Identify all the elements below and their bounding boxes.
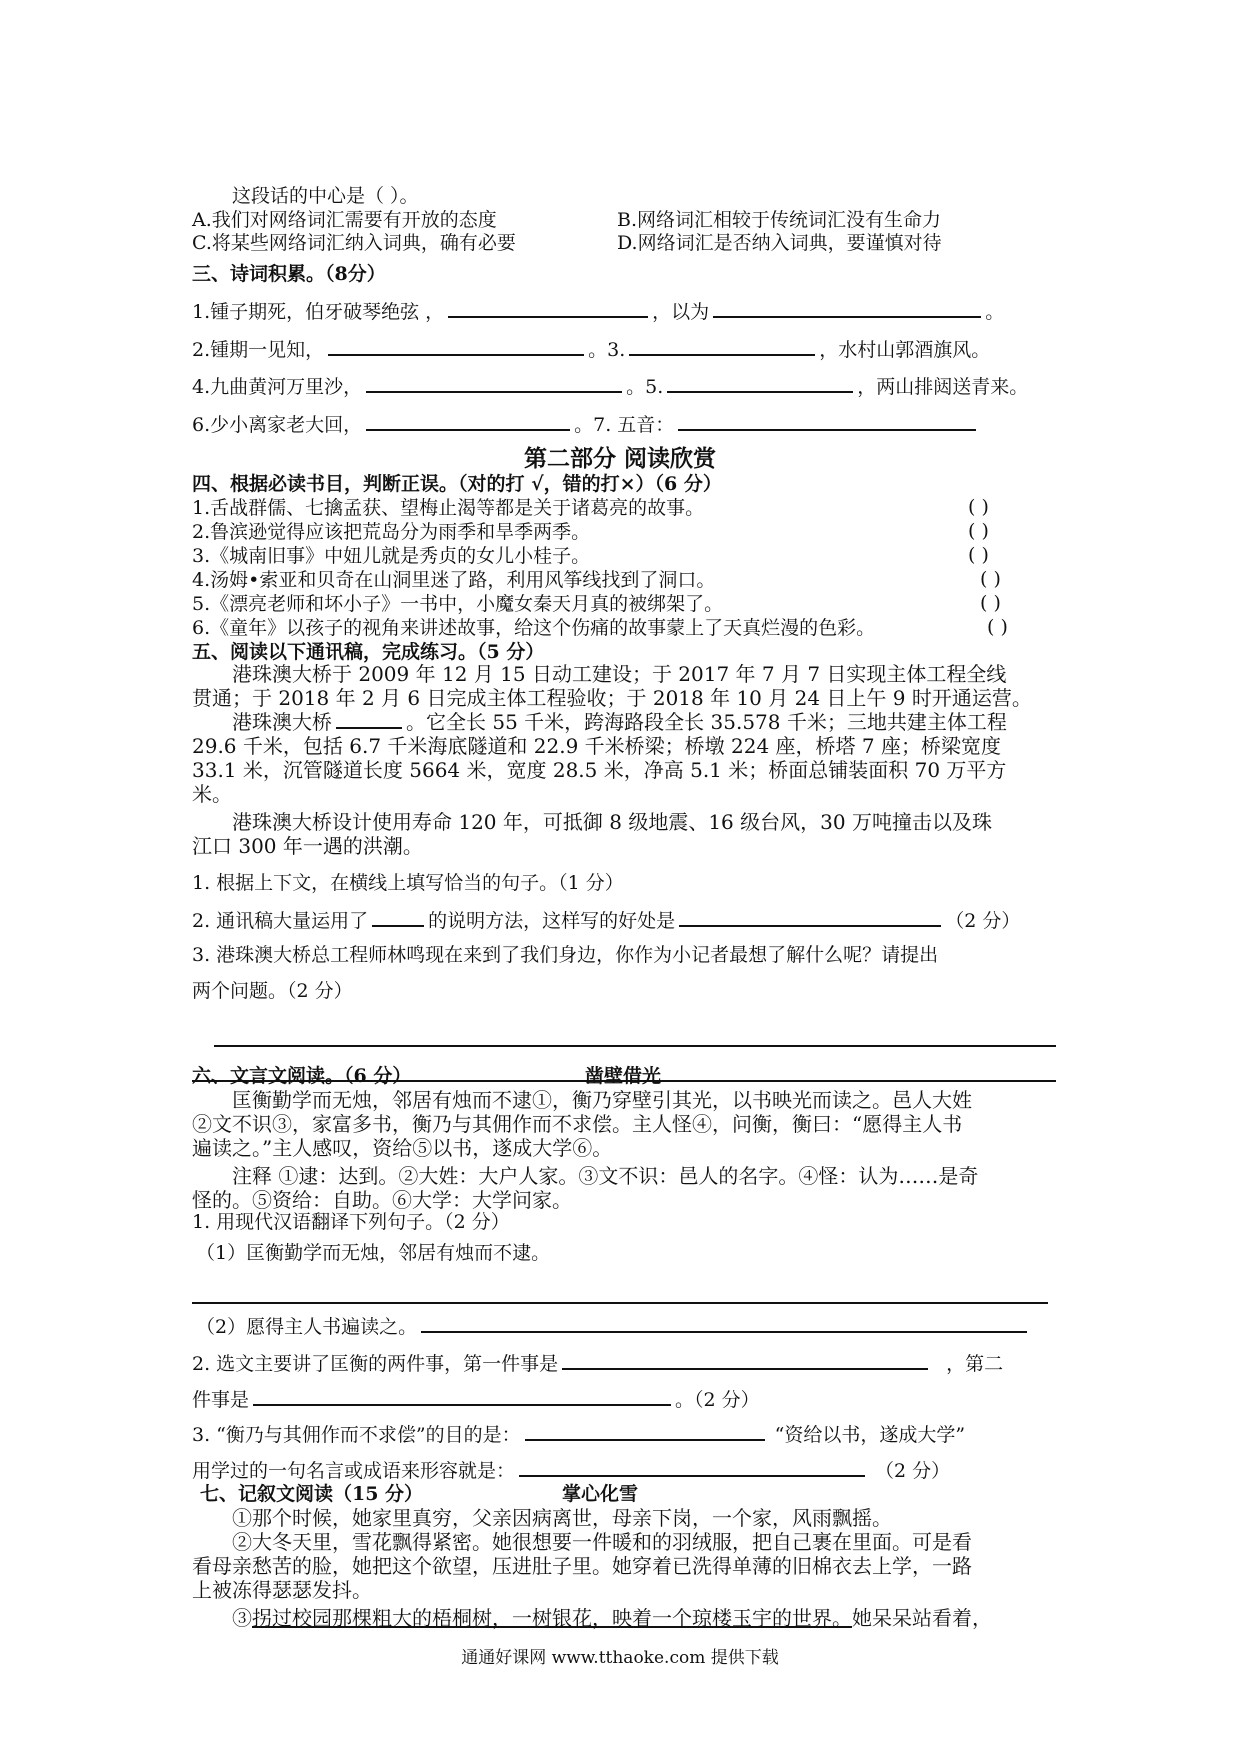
answer-blank[interactable] — [328, 336, 584, 356]
s6-q2-second: ，第二 — [946, 1353, 1004, 1375]
classical-notes-line2: 怪的。⑤资给：自助。⑥大学：大学问家。 — [192, 1188, 572, 1212]
poem-line-1 — [192, 298, 1004, 324]
underlined-sentence: 拐过校园那棵粗大的梧桐树，一树银花，映着一个琼楼玉宇的世界。 — [252, 1606, 852, 1630]
judge-paren-6[interactable]: ( ) — [987, 616, 1008, 638]
s6-question-1b — [196, 1313, 1031, 1339]
poem-line-3 — [192, 373, 1028, 399]
s6-q2-score: 。（2 分） — [675, 1389, 760, 1411]
poem-line-4 — [192, 411, 980, 437]
section3-title: 三、诗词积累。（8分） — [192, 263, 386, 285]
s6-question-3 — [192, 1421, 965, 1447]
section6-subtitle: 凿壁借光 — [585, 1065, 662, 1087]
answer-blank[interactable] — [525, 1421, 765, 1441]
s5-question-3-line1: 3. 港珠澳大桥总工程师林鸣现在来到了我们身边，你作为小记者最想了解什么呢？请提出 — [192, 944, 939, 966]
s6-question-1: 1. 用现代汉语翻译下列句子。（2 分） — [192, 1211, 510, 1233]
poem-5-num: 。5. — [626, 376, 664, 398]
s6-question-3-line2 — [192, 1457, 950, 1483]
news-p2-line3: 33.1 米，沉管隧道长度 5664 米，宽度 28.5 米，净高 5.1 米；桥面总铺装面积 70 万平方 — [192, 758, 1007, 782]
news-p1-line2: 贯通；于 2018 年 2 月 6 日完成主体工程验收；于 2018 年 10 月 24 日上午 9 时开通运营。 — [192, 686, 1032, 710]
answer-blank[interactable] — [448, 298, 648, 318]
answer-blank[interactable] — [253, 1386, 671, 1406]
narrative-p2-line2: 看母亲愁苦的脸，她把这个欲望，压进肚子里。她穿着已洗得单薄的旧棉衣去上学，一路 — [192, 1554, 972, 1578]
answer-blank[interactable] — [562, 1350, 928, 1370]
news-p1-line1: 港珠澳大桥于 2009 年 12 月 15 日动工建设；于 2017 年 7 月 7 日实现主体工程全线 — [232, 662, 1007, 686]
news-p3-line1: 港珠澳大桥设计使用寿命 120 年，可抵御 8 级地震、16 级台风，30 万吨撞击以及珠 — [232, 810, 992, 834]
judge-item-3: 3.《城南旧事》中妞儿就是秀贞的女儿小桂子。 — [192, 545, 591, 567]
news-p3-line2: 江口 300 年一遇的洪潮。 — [192, 834, 423, 858]
s5-q2-mid: 的说明方法，这样写的好处是 — [428, 910, 676, 932]
s5-question-2 — [192, 907, 1020, 933]
poem-7-text: 。7. 五音： — [574, 414, 675, 436]
poem-line-2 — [192, 336, 990, 362]
option-a: A.我们对网络词汇需要有开放的态度 — [192, 209, 497, 231]
section4-title: 四、根据必读书目，判断正误。（对的打 √，错的打×）（6 分） — [192, 473, 722, 495]
s5-q2-score: （2 分） — [945, 910, 1021, 932]
judge-paren-3[interactable]: ( ) — [968, 544, 989, 566]
poem-1-end: 。 — [985, 301, 1005, 323]
news-p2-rest: 。它全长 55 千米，跨海路段全长 35.578 千米；三地共建主体工程 — [406, 710, 1007, 734]
s5-question-1: 1. 根据上下文，在横线上填写恰当的句子。（1 分） — [192, 872, 624, 894]
news-p2-line4: 米。 — [192, 782, 232, 806]
s6-question-2-line2 — [192, 1386, 760, 1412]
page-footer: 通通好课网 www.tthaoke.com 提供下载 — [461, 1648, 779, 1668]
classical-text-line2: ②文不识③，家富多书，衡乃与其佣作而不求偿。主人怪④，问衡，衡曰：“愿得主人书 — [192, 1112, 963, 1136]
judge-item-6: 6.《童年》以孩子的视角来讲述故事，给这个伤痛的故事蒙上了天真烂漫的色彩。 — [192, 617, 876, 639]
s6-q2-part: 件事是 — [192, 1389, 250, 1411]
s6-question-1a: （1）匡衡勤学而无烛，邻居有烛而不逮。 — [196, 1242, 551, 1264]
question-stem: 这段话的中心是（ ）。 — [232, 185, 419, 207]
poem-1-text: 1.锺子期死，伯牙破琴绝弦 ， — [192, 301, 445, 323]
answer-blank[interactable] — [366, 373, 622, 393]
s5-question-3-line2: 两个问题。（2 分） — [192, 980, 353, 1002]
answer-blank[interactable] — [421, 1313, 1027, 1333]
narrative-p2-line1: ②大冬天里，雪花飘得紧密。她很想要一件暖和的羽绒服，把自己裹在里面。可是看 — [232, 1530, 972, 1554]
answer-line[interactable] — [214, 1045, 1056, 1047]
s5-q2-start: 2. 通讯稿大量运用了 — [192, 910, 369, 932]
poem-3-num: 。3. — [588, 339, 626, 361]
section5-title: 五、阅读以下通讯稿，完成练习。（5 分） — [192, 641, 545, 663]
s6-q3-quote: “资给以书，遂成大学” — [774, 1424, 966, 1446]
answer-blank[interactable] — [629, 336, 815, 356]
narrative-p3-num: ③ — [232, 1606, 252, 1630]
option-c: C.将某些网络词汇纳入词典，确有必要 — [192, 232, 516, 254]
classical-notes-line1: 注释 ①逮：达到。②大姓：大户人家。③文不识：邑人的名字。④怪：认为……是奇 — [232, 1164, 979, 1188]
s6-q3-desc: 用学过的一句名言或成语来形容就是： — [192, 1460, 516, 1482]
s6-q3-start: 3. “衡乃与其佣作而不求偿”的目的是： — [192, 1424, 521, 1446]
judge-paren-4[interactable]: ( ) — [980, 568, 1001, 590]
answer-blank[interactable] — [336, 711, 402, 729]
judge-paren-5[interactable]: ( ) — [980, 592, 1001, 614]
s6-question-2 — [192, 1350, 1003, 1376]
part2-heading: 第二部分 阅读欣赏 — [523, 445, 716, 472]
answer-blank[interactable] — [667, 373, 853, 393]
answer-blank[interactable] — [713, 298, 981, 318]
s6-q1b-text: （2）愿得主人书遍读之。 — [196, 1316, 418, 1338]
s6-q3-score: （2 分） — [875, 1460, 951, 1482]
narrative-p1: ①那个时候，她家里真穷，父亲因病离世，母亲下岗，一个家，风雨飘摇。 — [232, 1506, 892, 1530]
judge-item-2: 2.鲁滨逊觉得应该把荒岛分为雨季和旱季两季。 — [192, 521, 591, 543]
judge-item-5: 5.《漂亮老师和坏小子》一书中，小魔女秦天月真的被绑架了。 — [192, 593, 724, 615]
answer-blank[interactable] — [372, 907, 424, 927]
poem-3-text: ，水村山郭酒旗风。 — [819, 339, 991, 361]
news-p2-start: 港珠澳大桥 — [232, 710, 332, 734]
answer-blank[interactable] — [678, 411, 976, 431]
answer-line[interactable] — [192, 1302, 1048, 1304]
section7-title: 七、记叙文阅读（15 分） — [200, 1483, 424, 1505]
narrative-p2-line3: 上被冻得瑟瑟发抖。 — [192, 1578, 372, 1602]
poem-5-text: ，两山排闼送青来。 — [857, 376, 1029, 398]
answer-blank[interactable] — [679, 907, 941, 927]
narrative-p3-rest: 她呆呆站看着， — [852, 1606, 992, 1630]
news-p2-line1 — [232, 710, 1007, 734]
option-d: D.网络词汇是否纳入词典，要谨慎对待 — [617, 232, 942, 254]
narrative-p3 — [232, 1606, 992, 1630]
judge-item-1: 1.舌战群儒、七擒孟获、望梅止渴等都是关于诸葛亮的故事。 — [192, 497, 705, 519]
judge-paren-1[interactable]: ( ) — [968, 496, 989, 518]
answer-blank[interactable] — [519, 1457, 865, 1477]
poem-6-text: 6.少小离家老大回， — [192, 414, 363, 436]
classical-text-line3: 遍读之。”主人感叹，资给⑤以书，遂成大学⑥。 — [192, 1136, 613, 1160]
section6-title: 六、文言文阅读。（6 分） — [192, 1065, 412, 1087]
poem-2-text: 2.锺期一见知， — [192, 339, 325, 361]
judge-paren-2[interactable]: ( ) — [968, 520, 989, 542]
poem-1-text-b: ，以为 — [652, 301, 710, 323]
answer-blank[interactable] — [366, 411, 570, 431]
s6-q2-start: 2. 选文主要讲了匡衡的两件事，第一件事是 — [192, 1353, 559, 1375]
option-b: B.网络词汇相较于传统词汇没有生命力 — [617, 209, 942, 231]
judge-item-4: 4.汤姆•索亚和贝奇在山洞里迷了路，利用风筝线找到了洞口。 — [192, 569, 716, 591]
classical-text-line1: 匡衡勤学而无烛，邻居有烛而不逮①，衡乃穿壁引其光，以书映光而读之。邑人大姓 — [232, 1088, 972, 1112]
section7-subtitle: 掌心化雪 — [562, 1483, 639, 1505]
news-p2-line2: 29.6 千米，包括 6.7 千米海底隧道和 22.9 千米桥梁；桥墩 224 座，桥塔 7 座；桥梁宽度 — [192, 734, 1001, 758]
poem-4-text: 4.九曲黄河万里沙， — [192, 376, 363, 398]
